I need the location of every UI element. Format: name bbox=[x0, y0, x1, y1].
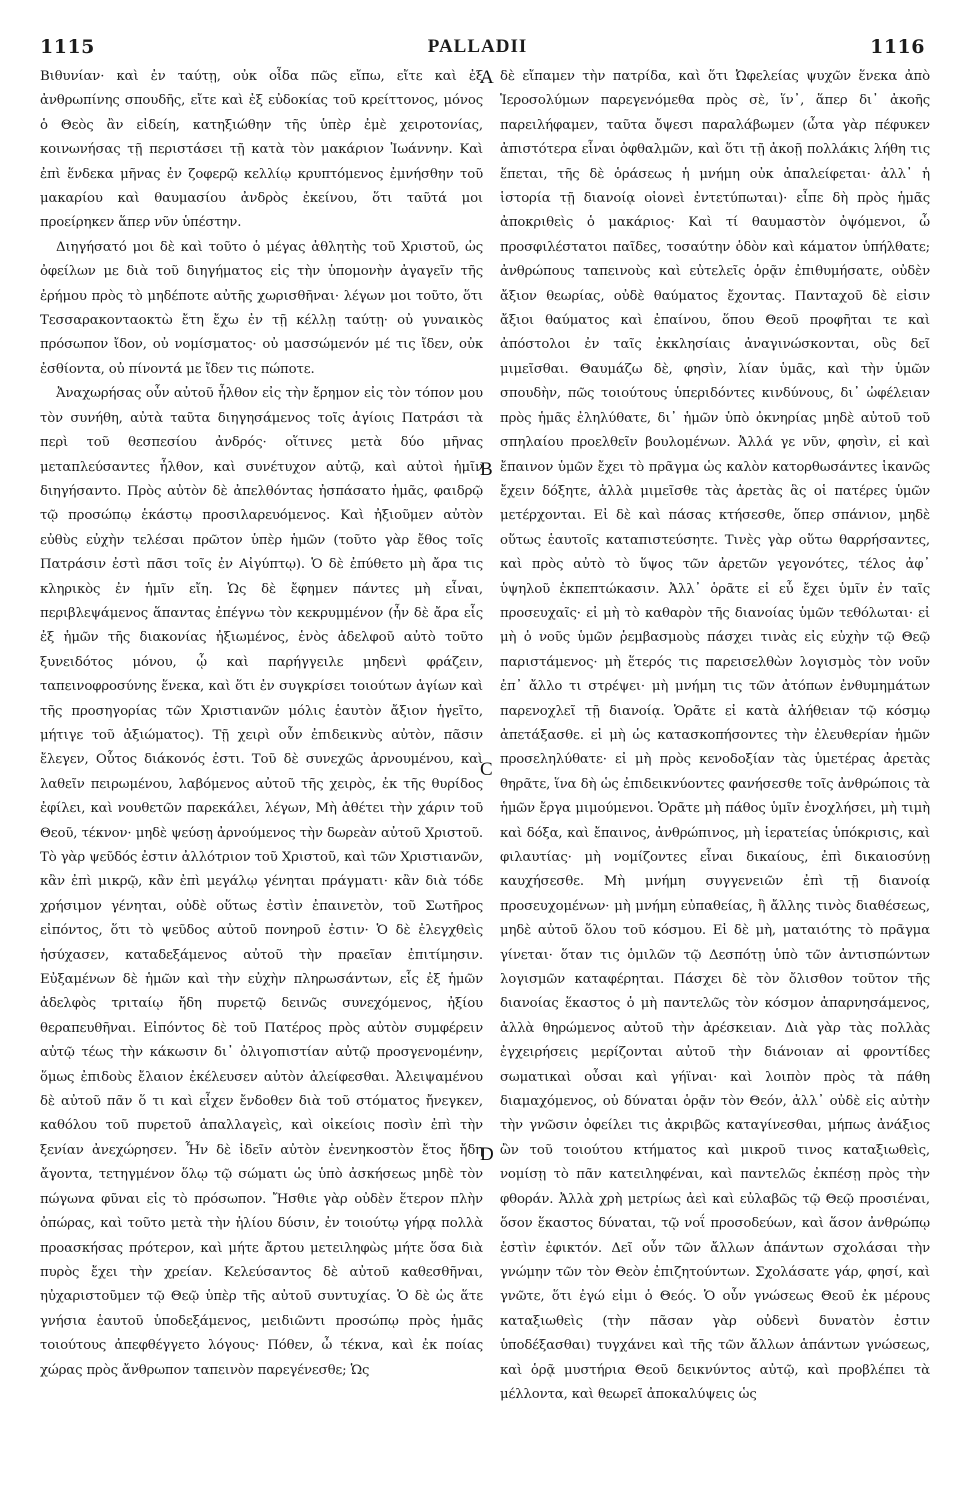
margin-letter-a: A bbox=[480, 67, 494, 88]
right-column bbox=[500, 65, 930, 1497]
running-title: PALLADII bbox=[427, 36, 528, 57]
margin-letter-d: D bbox=[480, 1144, 494, 1165]
left-paragraph-2: Διηγήσατό μοι δὲ καὶ τοῦτο ὁ μέγας ἀθλητὴς τοῦ Χριστοῦ, ὡς ὀφείλων με διὰ τοῦ διηγήματος εἰς τὴν ὑπομονὴν ἀγαγεῖν τῆς ἐρήμου πρὸς τὸ μηδέποτε αὐτῆς χωρισθῆναι· λέγων μοι τοῦτο, ὅτι Τεσσαρακονταοκτὼ ἔτη ἔχω ἐν τῇ κέλλῃ ταύτῃ· οὐ γυναικὸς πρόσωπον ἴδον, οὐ νομίσματος· οὐ μασσώμενόν μέ τις ἴδεν, οὐκ ἐσθίοντα, οὐ πίνοντά με ἴδεν τις πώποτε. bbox=[40, 239, 483, 377]
left-column bbox=[40, 65, 483, 1497]
margin-letter-c: C bbox=[480, 759, 493, 780]
left-paragraph-3: Ἀναχωρήσας οὖν αὐτοῦ ἦλθον εἰς τὴν ἔρημον εἰς τὸν τόπον μου τὸν συνήθη, αὐτὰ ταῦτα διηγησάμενος τοῖς ἁγίοις Πατράσι τὰ περὶ τοῦ θεσπεσίου ἀνδρός· οἵτινες μετὰ δύο μῆνας μεταπλεύσαντες ἦλθον, καὶ συνέτυχον αὐτῷ, καὶ αὐτοὶ ἡμῖν διηγήσαντο. Πρὸς αὐτὸν δὲ ἀπελθόντας ἠσπάσατο ἡμᾶς, φαιδρῷ τῷ προσώπῳ ἑκάστῳ προσιλαρευόμενος. Καὶ ἠξιοῦμεν αὐτὸν εὐθὺς εὐχὴν τελέσαι πρῶτον ὑπὲρ ἡμῶν (τοῦτο γὰρ ἔθος τοῖς Πατράσιν ἐστὶ πᾶσι τοῖς ἐν Αἰγύπτῳ). Ὁ δὲ ἐπύθετο μὴ ἄρα τις κληρικὸς ἐν ἡμῖν εἴη. Ὡς δὲ ἔφημεν πάντες μὴ εἶναι, περιβλεψάμενος ἅπαντας ἐπέγνω τὸν κεκρυμμένον (ἦν δὲ ἄρα εἷς ἐξ ἡμῶν τῆς διακονίας ἠξιωμένος, ἑνὸς ἀδελφοῦ αὐτὸ τοῦτο ξυνειδότος μόνου, ᾧ καὶ παρήγγειλε μηδενὶ φράζειν, ταπεινοφροσύνης ἕνεκα, καὶ ὅτι ἐν συγκρίσει τοιούτων ἁγίων καὶ τῆς προσηγορίας τῶν Χριστιανῶν μόλις ἑαυτὸν ἄξιον ἡγεῖτο, μήτιγε τοῦ ἀξιώματος). Τῇ χειρὶ οὖν ἐπιδεικνὺς αὐτὸν, πᾶσιν ἔλεγεν, Οὗτος διάκονός ἐστι. Τοῦ δὲ συνεχῶς ἀρνουμένου, καὶ λαθεῖν πειρωμένου, λαβόμενος αὐτοῦ τῆς χειρὸς, ἐκ τῆς θυρίδος ἐφίλει, καὶ νουθετῶν παρεκάλει, λέγων, Μὴ ἀθέτει τὴν χάριν τοῦ Θεοῦ, τέκνον· μηδὲ ψεύσῃ ἀρνούμενος τὴν δωρεὰν αὐτοῦ Χριστοῦ. Τὸ γὰρ ψεῦδός ἐστιν ἀλλότριον τοῦ Χριστοῦ, καὶ τῶν Χριστιανῶν, κἂν ἐπὶ μικρῷ, κἂν ἐπὶ μεγάλῳ γένηται πράγματι· κἂν διὰ τόδε χρήσιμον γένηται, οὐδὲ οὕτως ἐστὶν ἐπαινετὸν, τοῦ Σωτῆρος εἰπόντος, ὅτι τὸ ψεῦδος αὐτοῦ πονηροῦ ἐστιν· Ὁ δὲ ἐλεγχθεὶς ἡσύχασεν, καταδεξάμενος αὐτοῦ τὴν πραεῖαν ἐπιτίμησιν. Εὐξαμένων δὲ ἡμῶν καὶ τὴν εὐχὴν πληρωσάντων, εἷς ἐξ ἡμῶν ἀδελφὸς τριταίῳ ἤδη πυρετῷ δεινῶς συνεχόμενος, ἠξίου θεραπευθῆναι. Εἰπόντος δὲ τοῦ Πατέρος πρὸς αὐτὸν συμφέρειν αὐτῷ τέως τὴν κάκωσιν δι᾽ ὀλιγοπιστίαν αὐτῷ προσγενομένην, ὅμως ἐπιδοὺς ἔλαιον ἐκέλευσεν αὐτὸν ἀλείφεσθαι. Ἀλειψαμένου δὲ αὐτοῦ πᾶν ὅ τι καὶ εἶχεν ἔνδοθεν διὰ τοῦ στόματος ἤνεγκεν, καθόλου τοῦ πυρετοῦ ἀπαλλαγεὶς, καὶ οἰκείοις ποσὶν ἐπὶ τὴν ξενίαν ἀνεχώρησεν. Ἦν δὲ ἰδεῖν αὐτὸν ἐνενηκοστὸν ἔτος ἤδη ἄγοντα, τετηγμένον ὅλῳ τῷ σώματι ὡς ὑπὸ ἀσκήσεως μηδὲ τὸν πώγωνα φῦναι εἰς τὸ πρόσωπον. Ἤσθιε γὰρ οὐδὲν ἕτερον πλὴν ὀπώρας, καὶ τοῦτο μετὰ τὴν ἡλίου δύσιν, ἐν τοιούτῳ γήρᾳ πολλὰ προασκήσας πρότερον, καὶ μήτε ἄρτου μετειληφὼς μήτε ὅσα διὰ πυρὸς ἔχει τὴν χρείαν. Κελεύσαντος δὲ αὐτοῦ καθεσθῆναι, ηὐχαριστοῦμεν τῷ Θεῷ ὑπὲρ τῆς αὐτοῦ συντυχίας. Ὁ δὲ ὡς ἅτε γνήσια ἑαυτοῦ ὑποδεξάμενος, μειδιῶντι προσώπῳ πρὸς ἡμᾶς τοιούτους ἀπεφθέγγετο λόγους· Πόθεν, ὦ τέκνα, καὶ ἐκ ποίας χώρας πρὸς ἄνθρωπον ταπεινὸν παρεγένεσθε; Ὡς bbox=[40, 386, 483, 1378]
page-number-right: 1116 bbox=[870, 36, 925, 58]
margin-letter-b: B bbox=[480, 459, 493, 480]
right-paragraph-1: δὲ εἴπαμεν τὴν πατρίδα, καὶ ὅτι Ὠφελείας ψυχῶν ἕνεκα ἀπὸ Ἱεροσολύμων παρεγενόμεθα πρὸς σὲ, ἵν᾽, ἅπερ δι᾽ ἀκοῆς παρειλήφαμεν, ταῦτα ὄψεσι παραλάβωμεν (ὦτα γὰρ πέφυκεν ἀπιστότερα εἶναι ὀφθαλμῶν, καὶ ὅτι τῇ ἀκοῇ πολλάκις λήθη τις ἕπεται, τῆς δὲ ὁράσεως ἡ μνήμη οὐκ ἀπαλείφεται· ἀλλ᾽ ἡ ἱστορία τῇ διανοίᾳ οἱονεὶ ἐντετύπωται)· εἶπε δὴ πρὸς ἡμᾶς ἀποκριθεὶς ὁ μακάριος· Καὶ τί θαυμαστὸν ὀψόμενοι, ὦ προσφιλέστατοι παῖδες, τοσαύτην ὁδὸν καὶ κάματον ὑπήλθατε; ἀνθρώπους ταπεινοὺς καὶ εὐτελεῖς ὁρᾷν ἐπιθυμήσατε, οὐδὲν ἄξιον θεωρίας, οὐδὲ θαύματος ἔχοντας. Πανταχοῦ δὲ εἰσιν ἄξιοι θαύματος καὶ ἐπαίνου, ὅπου Θεοῦ προφῆται τε καὶ ἀπόστολοι ἐν ταῖς ἐκκλησίαις ἀναγινώσκονται, οὓς δεῖ μιμεῖσθαι. Θαυμάζω δὲ, φησὶν, λίαν ὑμᾶς, καὶ τὴν ὑμῶν σπουδὴν, πῶς τοιούτους ὑπεριδόντες κινδύνους, δι᾽ ὠφέλειαν πρὸς ἡμᾶς ἐληλύθατε, δι᾽ ἡμῶν ὑπὸ ὀκνηρίας μηδὲ αὐτοῦ τοῦ σπηλαίου προελθεῖν βουλομένων. Ἀλλά γε νῦν, φησὶν, εἰ καὶ ἔπαινον ὑμῶν ἔχει τὸ πρᾶγμα ὡς καλὸν κατορθωσάντες ἱκανῶς ἔχειν δόξητε, ἀλλὰ μιμεῖσθε τὰς ἀρετὰς ἃς οἱ πατέρες ὑμῶν μετέρχονται. Εἰ δὲ καὶ πάσας κτήσεσθε, ὅπερ σπάνιον, μηδὲ οὕτως ἑαυτοῖς καταπιστεύσητε. Τινὲς γὰρ οὕτω θαρρήσαντες, καὶ πρὸς αὐτὸ τὸ ὕψος τῶν ἀρετῶν γεγονότες, τέλος ἀφ᾽ ὑψηλοῦ ἐκπεπτώκασιν. Ἀλλ᾽ ὁρᾶτε εἰ εὖ ἔχει ὑμῖν ἐν ταῖς προσευχαῖς· εἰ μὴ τὸ καθαρὸν τῆς διανοίας ὑμῶν τεθόλωται· εἰ μὴ ὁ νοῦς ὑμῶν ῥεμβασμοὺς πάσχει τινὰς εἰς εὐχὴν τῷ Θεῷ παριστάμενος· μὴ ἕτερός τις παρεισελθὼν λογισμὸς τὸν νοῦν ἐπ᾽ ἄλλο τι στρέψει· μὴ μνήμη τις τῶν ἀτόπων ἐνθυμημάτων παρενοχλεῖ τῇ διανοίᾳ. Ὁρᾶτε εἰ κατὰ ἀλήθειαν τῷ κόσμῳ ἀπετάξασθε. εἰ μὴ ὡς κατασκοπήσοντες τὴν ἐλευθερίαν ἡμῶν προσεληλύθατε· εἰ μὴ πρὸς κενοδοξίαν τὰς ὑμετέρας ἀρετὰς θηρᾶτε, ἵνα δὴ ὡς ἐπιδεικνύοντες φανήσεσθε τοῖς ἀνθρώποις τὰ ἡμῶν ἔργα μιμούμενοι. Ὁρᾶτε μὴ πάθος ὑμῖν ἐνοχλήσει, μὴ τιμὴ καὶ δόξα, καὶ ἔπαινος, ἀνθρώπινος, μὴ ἱερατείας ὑπόκρισις, καὶ φιλαυτίας· μὴ νομίζοντες εἶναι δικαίους, ἐπὶ δικαιοσύνῃ καυχήσεσθε. Μὴ μνήμη συγγενειῶν ἐπὶ τῇ διανοίᾳ προσευχομένων· μὴ μνήμη εὐπαθείας, ἢ ἄλλης τινὸς διαθέσεως, μηδὲ αὐτοῦ ὅλου τοῦ κόσμου. Εἰ δὲ μὴ, ματαιότης τὸ πρᾶγμα γίνεται· ὅταν τις ὁμιλῶν τῷ Δεσπότῃ ὑπὸ τῶν ἀντισπώντων λογισμῶν καταφέρηται. Πάσχει δὲ τὸν ὄλισθον τοῦτον τῆς διανοίας ἕκαστος ὁ μὴ παντελῶς τὸν κόσμον ἀπαρνησάμενος, ἀλλὰ θηρώμενος αὐτοῦ τὴν ἀρέσκειαν. Διὰ γὰρ τὰς πολλὰς ἐγχειρήσεις μερίζονται αὐτοῦ τὴν διάνοιαν αἱ φροντίδες σωματικαὶ οὖσαι καὶ γήϊναι· καὶ λοιπὸν πρὸς τὰ πάθη διαμαχόμενος, οὐ δύναται ὁρᾷν τὸν Θεόν, ἀλλ᾽ οὐδὲ εἰς αὐτὴν τὴν γνῶσιν ὀφείλει τις ἀκριβῶς καταγίνεσθαι, μήπως ἀνάξιος ὢν τοῦ τοιούτου κτήματος καὶ μικροῦ τινος καταξιωθεὶς, νομίσῃ τὸ πᾶν κατειληφέναι, καὶ παντελῶς ἐκπέσῃ πρὸς τὴν φθοράν. Ἀλλὰ χρὴ μετρίως ἀεὶ καὶ εὐλαβῶς τῷ Θεῷ προσιέναι, ὅσον ἕκαστος δύναται, τῷ νοΐ προσοδεύων, καὶ ἅσον ἀνθρώπῳ ἐστὶν ἐφικτόν. Δεῖ οὖν τῶν ἄλλων ἁπάντων σχολάσαι τὴν γνώμην τῶν τὸν Θεὸν ἐπιζητούντων. Σχολάσατε γάρ, φησί, καὶ γνῶτε, ὅτι ἐγώ εἰμι ὁ Θεός. Ὁ οὖν γνώσεως Θεοῦ ἐκ μέρους καταξιωθεὶς (τὴν πᾶσαν γὰρ οὐδενὶ δυνατὸν ἐστιν ὑποδέξασθαι) τυγχάνει καὶ τῆς τῶν ἄλλων ἁπάντων γνώσεως, καὶ ὁρᾷ μυστήρια Θεοῦ δεικνύντος αὐτῷ, καὶ προβλέπει τὰ μέλλοντα, καὶ θεωρεῖ ἀποκαλύψεις ὡς bbox=[500, 69, 930, 1402]
page-number-left: 1115 bbox=[40, 36, 95, 58]
left-paragraph-1: Βιθυνίαν· καὶ ἐν ταύτῃ, οὐκ οἶδα πῶς εἴπω, εἴτε καὶ ἐξ ἀνθρωπίνης σπουδῆς, εἴτε καὶ ἐξ εὐδοκίας τοῦ κρείττονος, μόνος ὁ Θεὸς ἂν εἰδείη, κατηξιώθην τῆς ὑπὲρ ἐμὲ χειροτονίας, κοινωνήσας τῇ περιστάσει τῇ κατὰ τὸν μακάριον Ἰωάννην. Καὶ ἐπὶ ἕνδεκα μῆνας ἐν ζοφερῷ κελλίῳ κρυπτόμενος ἐμνήσθην τοῦ μακαρίου καὶ θαυμασίου ἀνδρὸς ἐκείνου, ὅτι ταῦτά μοι προείρηκεν ἅπερ νῦν ὑπέστην. bbox=[40, 69, 483, 231]
